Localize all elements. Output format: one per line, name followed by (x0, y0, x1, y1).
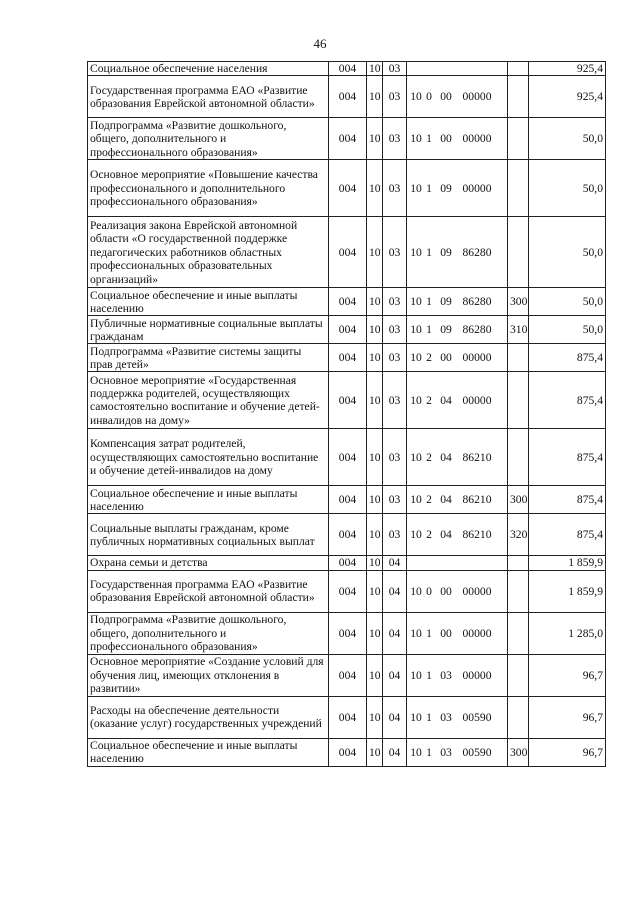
row-name: Охрана семьи и детства (88, 556, 329, 570)
subsection-code: 03 (383, 160, 407, 217)
expense-type-code (508, 556, 529, 570)
expense-type-code: 300 (508, 738, 529, 766)
target-article-code (407, 217, 508, 288)
target-article-code (407, 288, 508, 316)
expense-type-code (508, 570, 529, 612)
target-code-part: 1 (426, 181, 432, 195)
subsection-code: 03 (383, 429, 407, 486)
ministry-code: 004 (329, 160, 367, 217)
table-row (88, 429, 606, 486)
expense-type-code (508, 654, 529, 696)
target-code-part: 04 (440, 450, 452, 464)
target-code-part: 10 (410, 668, 422, 682)
ministry-code: 004 (329, 654, 367, 696)
ministry-code: 004 (329, 486, 367, 514)
expense-type-code (508, 612, 529, 654)
subsection-code: 03 (383, 344, 407, 372)
target-code-part: 10 (410, 745, 422, 759)
target-code-part: 10 (410, 528, 422, 542)
amount: 875,4 (529, 344, 606, 372)
target-code-part: 10 (410, 584, 422, 598)
row-name: Публичные нормативные социальные выплаты гражданам (88, 316, 329, 344)
target-code-part: 00000 (462, 584, 492, 598)
target-code-part: 1 (426, 668, 432, 682)
row-name: Социальное обеспечение и иные выплаты населению (88, 486, 329, 514)
ministry-code: 004 (329, 612, 367, 654)
target-article-code (407, 160, 508, 217)
target-article-code (407, 570, 508, 612)
target-code-part: 86210 (462, 528, 492, 542)
section-code: 10 (367, 429, 383, 486)
ministry-code: 004 (329, 429, 367, 486)
target-code-part: 10 (410, 245, 422, 259)
target-code-part: 1 (426, 245, 432, 259)
target-article-code (407, 344, 508, 372)
target-code-part: 10 (410, 450, 422, 464)
ministry-code: 004 (329, 344, 367, 372)
target-code-part: 00590 (462, 745, 492, 759)
target-code-part: 00 (440, 351, 452, 365)
ministry-code: 004 (329, 696, 367, 738)
target-code-part: 86280 (462, 295, 492, 309)
target-article-code (407, 486, 508, 514)
section-code: 10 (367, 696, 383, 738)
target-code-part: 2 (426, 351, 432, 365)
expense-type-code (508, 76, 529, 118)
subsection-code: 04 (383, 556, 407, 570)
amount: 50,0 (529, 288, 606, 316)
row-name: Социальное обеспечение и иные выплаты населению (88, 738, 329, 766)
target-code-part: 09 (440, 245, 452, 259)
ministry-code: 004 (329, 316, 367, 344)
row-name: Компенсация затрат родителей, осуществляющих самостоятельно воспитание и обучение детей-инвалидов на дому (88, 429, 329, 486)
target-article-code (407, 556, 508, 570)
amount: 96,7 (529, 654, 606, 696)
subsection-code: 03 (383, 217, 407, 288)
section-code: 10 (367, 514, 383, 556)
section-code: 10 (367, 486, 383, 514)
table-row (88, 696, 606, 738)
row-name: Основное мероприятие «Повышение качества профессионального и дополнительного профессионального образования» (88, 160, 329, 217)
amount: 875,4 (529, 372, 606, 429)
table-row (88, 76, 606, 118)
subsection-code: 04 (383, 738, 407, 766)
target-code-part: 10 (410, 323, 422, 337)
target-code-part: 00000 (462, 393, 492, 407)
target-code-part: 1 (426, 132, 432, 146)
target-code-part: 86210 (462, 450, 492, 464)
subsection-code: 03 (383, 316, 407, 344)
ministry-code: 004 (329, 217, 367, 288)
target-article-code (407, 62, 508, 76)
target-code-part: 00000 (462, 132, 492, 146)
table-row (88, 486, 606, 514)
target-code-part: 10 (410, 710, 422, 724)
table-body (88, 62, 606, 767)
ministry-code: 004 (329, 514, 367, 556)
target-code-part: 10 (410, 493, 422, 507)
subsection-code: 03 (383, 76, 407, 118)
target-code-part: 00000 (462, 668, 492, 682)
target-code-part: 2 (426, 493, 432, 507)
table-row (88, 738, 606, 766)
subsection-code: 04 (383, 570, 407, 612)
section-code: 10 (367, 160, 383, 217)
target-code-part: 00590 (462, 710, 492, 724)
target-code-part: 09 (440, 181, 452, 195)
target-code-part: 10 (410, 626, 422, 640)
target-article-code (407, 316, 508, 344)
target-code-part: 04 (440, 528, 452, 542)
amount: 875,4 (529, 429, 606, 486)
target-code-part: 10 (410, 181, 422, 195)
table-row (88, 514, 606, 556)
ministry-code: 004 (329, 118, 367, 160)
section-code: 10 (367, 76, 383, 118)
section-code: 10 (367, 372, 383, 429)
target-code-part: 10 (410, 295, 422, 309)
amount: 1 285,0 (529, 612, 606, 654)
table-row (88, 570, 606, 612)
target-code-part: 04 (440, 393, 452, 407)
expense-type-code: 300 (508, 288, 529, 316)
amount: 1 859,9 (529, 570, 606, 612)
target-code-part: 10 (410, 90, 422, 104)
table-row (88, 654, 606, 696)
expense-type-code (508, 696, 529, 738)
target-code-part: 00000 (462, 351, 492, 365)
target-code-part: 00 (440, 132, 452, 146)
section-code: 10 (367, 654, 383, 696)
expense-type-code (508, 217, 529, 288)
budget-table (87, 61, 606, 767)
table-row (88, 344, 606, 372)
ministry-code: 004 (329, 556, 367, 570)
target-code-part: 1 (426, 710, 432, 724)
expense-type-code (508, 429, 529, 486)
subsection-code: 03 (383, 288, 407, 316)
target-article-code (407, 654, 508, 696)
target-article-code (407, 738, 508, 766)
row-name: Социальные выплаты гражданам, кроме публичных нормативных социальных выплат (88, 514, 329, 556)
ministry-code: 004 (329, 738, 367, 766)
target-code-part: 10 (410, 132, 422, 146)
amount: 925,4 (529, 76, 606, 118)
target-code-part: 00000 (462, 90, 492, 104)
target-code-part: 1 (426, 323, 432, 337)
target-code-part: 09 (440, 323, 452, 337)
row-name: Подпрограмма «Развитие дошкольного, общего, дополнительного и профессионального образования» (88, 612, 329, 654)
target-code-part: 86280 (462, 323, 492, 337)
section-code: 10 (367, 62, 383, 76)
target-code-part: 04 (440, 493, 452, 507)
amount: 875,4 (529, 486, 606, 514)
subsection-code: 03 (383, 118, 407, 160)
table-row (88, 62, 606, 76)
expense-type-code (508, 344, 529, 372)
target-code-part: 09 (440, 295, 452, 309)
row-name: Социальное обеспечение и иные выплаты населению (88, 288, 329, 316)
target-article-code (407, 118, 508, 160)
amount: 925,4 (529, 62, 606, 76)
table-row (88, 288, 606, 316)
amount: 50,0 (529, 316, 606, 344)
section-code: 10 (367, 217, 383, 288)
expense-type-code (508, 372, 529, 429)
row-name: Социальное обеспечение населения (88, 62, 329, 76)
expense-type-code (508, 62, 529, 76)
ministry-code: 004 (329, 288, 367, 316)
page-number: 46 (313, 36, 327, 51)
amount: 96,7 (529, 696, 606, 738)
section-code: 10 (367, 288, 383, 316)
target-article-code (407, 429, 508, 486)
subsection-code: 03 (383, 62, 407, 76)
row-name: Расходы на обеспечение деятельности (оказание услуг) государственных учреждений (88, 696, 329, 738)
amount: 50,0 (529, 118, 606, 160)
target-code-part: 0 (426, 584, 432, 598)
target-code-part: 86210 (462, 493, 492, 507)
target-article-code (407, 514, 508, 556)
subsection-code: 04 (383, 654, 407, 696)
section-code: 10 (367, 556, 383, 570)
section-code: 10 (367, 738, 383, 766)
row-name: Государственная программа ЕАО «Развитие образования Еврейской автономной области» (88, 76, 329, 118)
target-code-part: 1 (426, 626, 432, 640)
table-row (88, 118, 606, 160)
target-code-part: 2 (426, 393, 432, 407)
table-row (88, 217, 606, 288)
amount: 50,0 (529, 217, 606, 288)
amount: 96,7 (529, 738, 606, 766)
section-code: 10 (367, 118, 383, 160)
target-code-part: 86280 (462, 245, 492, 259)
ministry-code: 004 (329, 76, 367, 118)
amount: 1 859,9 (529, 556, 606, 570)
target-code-part: 00 (440, 90, 452, 104)
subsection-code: 03 (383, 372, 407, 429)
section-code: 10 (367, 570, 383, 612)
target-code-part: 00000 (462, 181, 492, 195)
target-article-code (407, 76, 508, 118)
row-name: Подпрограмма «Развитие дошкольного, общего, дополнительного и профессионального образования» (88, 118, 329, 160)
target-code-part: 2 (426, 528, 432, 542)
amount: 875,4 (529, 514, 606, 556)
expense-type-code: 320 (508, 514, 529, 556)
subsection-code: 03 (383, 486, 407, 514)
expense-type-code: 300 (508, 486, 529, 514)
row-name: Основное мероприятие «Государственная поддержка родителей, осуществляющих самостоятельно воспитание и обучение детей-инвалидов на дому» (88, 372, 329, 429)
row-name: Реализация закона Еврейской автономной области «О государственной поддержке педагогических работников областных профессиональных образовательных организаций» (88, 217, 329, 288)
row-name: Подпрограмма «Развитие системы защиты прав детей» (88, 344, 329, 372)
amount: 50,0 (529, 160, 606, 217)
target-code-part: 10 (410, 393, 422, 407)
target-code-part: 03 (440, 710, 452, 724)
table-row (88, 372, 606, 429)
target-code-part: 00 (440, 626, 452, 640)
expense-type-code: 310 (508, 316, 529, 344)
table-row (88, 556, 606, 570)
ministry-code: 004 (329, 62, 367, 76)
subsection-code: 04 (383, 612, 407, 654)
target-code-part: 1 (426, 745, 432, 759)
target-code-part: 03 (440, 745, 452, 759)
ministry-code: 004 (329, 372, 367, 429)
ministry-code: 004 (329, 570, 367, 612)
section-code: 10 (367, 316, 383, 344)
target-code-part: 0 (426, 90, 432, 104)
section-code: 10 (367, 344, 383, 372)
target-code-part: 1 (426, 295, 432, 309)
target-code-part: 00 (440, 584, 452, 598)
target-code-part: 10 (410, 351, 422, 365)
expense-type-code (508, 160, 529, 217)
section-code: 10 (367, 612, 383, 654)
row-name: Государственная программа ЕАО «Развитие образования Еврейской автономной области» (88, 570, 329, 612)
expense-type-code (508, 118, 529, 160)
target-code-part: 03 (440, 668, 452, 682)
target-code-part: 00000 (462, 626, 492, 640)
subsection-code: 04 (383, 696, 407, 738)
table-row (88, 160, 606, 217)
target-article-code (407, 372, 508, 429)
target-code-part: 2 (426, 450, 432, 464)
target-article-code (407, 612, 508, 654)
table-row (88, 316, 606, 344)
table-row (88, 612, 606, 654)
target-article-code (407, 696, 508, 738)
subsection-code: 03 (383, 514, 407, 556)
row-name: Основное мероприятие «Создание условий для обучения лиц, имеющих отклонения в развитии» (88, 654, 329, 696)
